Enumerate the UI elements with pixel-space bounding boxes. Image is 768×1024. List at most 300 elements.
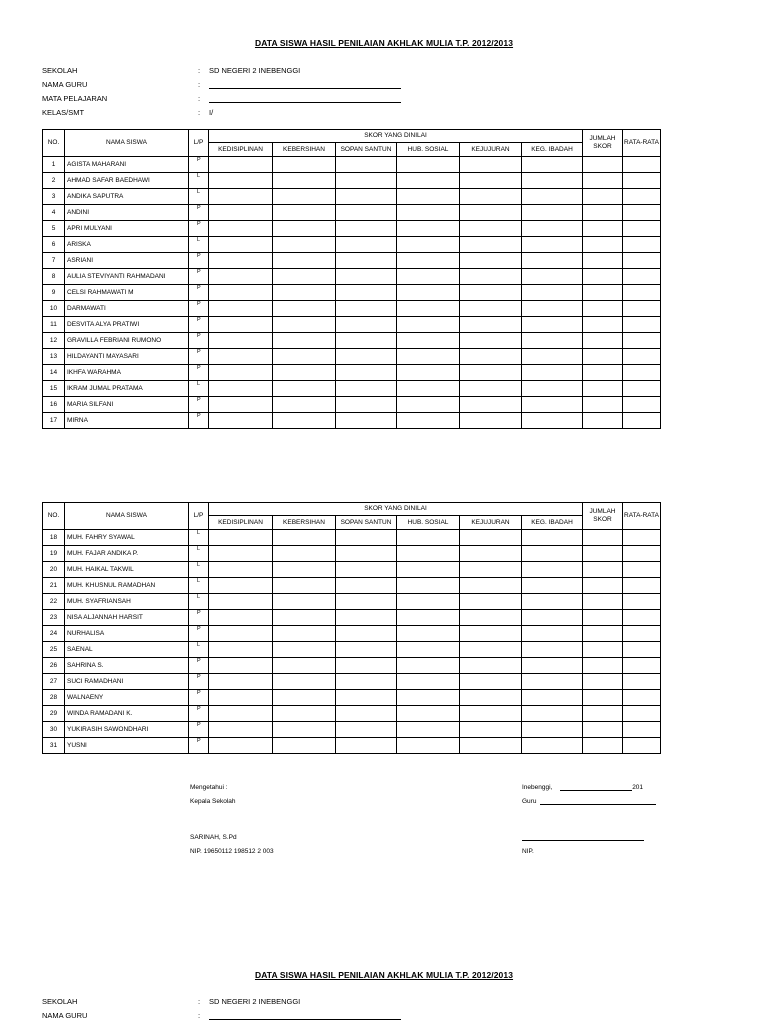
student-name: CELSI RAHMAWATI M [65, 285, 189, 301]
score-cell [209, 530, 273, 546]
score-cell [522, 546, 583, 562]
score-cell [522, 658, 583, 674]
info-row-sekolah [42, 64, 442, 78]
score-cell [273, 333, 336, 349]
score-cell [460, 253, 522, 269]
score-cell [623, 173, 661, 189]
student-number: 31 [43, 738, 65, 754]
student-gender: L [189, 381, 209, 397]
student-name: NURHALISA [65, 626, 189, 642]
guru-name-blank-line [522, 840, 644, 841]
score-cell [397, 269, 460, 285]
score-cell [273, 317, 336, 333]
score-cell [273, 562, 336, 578]
score-cell [460, 626, 522, 642]
mata-pelajaran-blank-line [209, 102, 401, 103]
student-gender: L [189, 546, 209, 562]
student-gender: P [189, 349, 209, 365]
score-cell [336, 658, 397, 674]
student-row [43, 317, 661, 333]
header-nama-siswa: NAMA SISWA [65, 130, 189, 157]
student-row [43, 594, 661, 610]
student-number: 30 [43, 722, 65, 738]
score-cell [583, 381, 623, 397]
student-row [43, 269, 661, 285]
student-number: 25 [43, 642, 65, 658]
info-row-sekolah [42, 995, 442, 1009]
score-cell [397, 365, 460, 381]
score-cell [336, 301, 397, 317]
sekolah-label: SEKOLAH [42, 66, 78, 75]
score-cell [209, 189, 273, 205]
student-gender: P [189, 317, 209, 333]
score-cell [336, 269, 397, 285]
sekolah-value: SD NEGERI 2 INEBENGGI [209, 997, 301, 1006]
student-gender: P [189, 157, 209, 173]
student-number: 18 [43, 530, 65, 546]
student-gender: P [189, 285, 209, 301]
header-hub-sosial: HUB. SOSIAL [397, 516, 460, 530]
score-cell [583, 221, 623, 237]
score-cell [209, 546, 273, 562]
score-cell [623, 205, 661, 221]
score-cell [209, 413, 273, 429]
guru-blank-line [540, 804, 656, 805]
score-cell [397, 173, 460, 189]
score-cell [522, 397, 583, 413]
score-cell [522, 690, 583, 706]
score-cell [273, 610, 336, 626]
score-cell [209, 562, 273, 578]
score-cell [522, 333, 583, 349]
student-gender: L [189, 642, 209, 658]
student-row [43, 610, 661, 626]
student-number: 10 [43, 301, 65, 317]
header-kedisiplinan: KEDISIPLINAN [209, 516, 273, 530]
header-skor-yang-dinilai: SKOR YANG DINILAI [209, 130, 583, 143]
score-cell [273, 594, 336, 610]
student-number: 19 [43, 546, 65, 562]
student-name: HILDAYANTI MAYASARI [65, 349, 189, 365]
student-name: WALNAENY [65, 690, 189, 706]
score-table-part-2 [42, 502, 661, 754]
info-row-nama-guru [42, 78, 442, 92]
info-row-mata-pelajaran [42, 92, 442, 106]
score-cell [623, 578, 661, 594]
student-name: MUH. KHUSNUL RAMADHAN [65, 578, 189, 594]
score-cell [623, 594, 661, 610]
score-cell [460, 546, 522, 562]
score-cell [522, 381, 583, 397]
student-gender: P [189, 626, 209, 642]
student-gender: P [189, 365, 209, 381]
score-cell [522, 221, 583, 237]
score-cell [397, 658, 460, 674]
score-cell [460, 413, 522, 429]
score-cell [209, 157, 273, 173]
score-cell [397, 349, 460, 365]
score-cell [209, 237, 273, 253]
score-cell [209, 285, 273, 301]
nama-guru-label: NAMA GURU [42, 1011, 88, 1020]
score-cell [623, 333, 661, 349]
student-row [43, 173, 661, 189]
score-cell [336, 562, 397, 578]
score-cell [623, 157, 661, 173]
score-cell [397, 610, 460, 626]
score-cell [522, 413, 583, 429]
score-cell [623, 706, 661, 722]
score-cell [623, 690, 661, 706]
header-rata-rata: RATA-RATA [623, 503, 661, 530]
colon: : [198, 66, 201, 75]
score-cell [336, 205, 397, 221]
header-kedisiplinan: KEDISIPLINAN [209, 143, 273, 157]
colon: : [198, 1011, 201, 1020]
header-kebersihan: KEBERSIHAN [273, 143, 336, 157]
score-cell [623, 285, 661, 301]
score-cell [583, 594, 623, 610]
student-name: SUCI RAMADHANI [65, 674, 189, 690]
score-cell [583, 237, 623, 253]
student-row [43, 706, 661, 722]
score-cell [623, 674, 661, 690]
document-title: DATA SISWA HASIL PENILAIAN AKHLAK MULIA T.P. 2012/2013 [254, 38, 514, 48]
student-number: 1 [43, 157, 65, 173]
score-cell [623, 397, 661, 413]
score-cell [460, 285, 522, 301]
student-row [43, 285, 661, 301]
info-row-kelas [42, 106, 442, 120]
guru-line [522, 798, 656, 805]
student-gender: P [189, 610, 209, 626]
score-cell [623, 365, 661, 381]
score-cell [583, 285, 623, 301]
score-cell [209, 658, 273, 674]
score-cell [460, 221, 522, 237]
score-cell [336, 221, 397, 237]
score-cell [209, 333, 273, 349]
header-lp: L/P [189, 503, 209, 530]
student-number: 7 [43, 253, 65, 269]
score-cell [522, 157, 583, 173]
student-number: 6 [43, 237, 65, 253]
student-name: SAENAL [65, 642, 189, 658]
student-gender: P [189, 658, 209, 674]
student-name: ANDIKA SAPUTRA [65, 189, 189, 205]
score-cell [209, 253, 273, 269]
student-number: 29 [43, 706, 65, 722]
score-cell [522, 173, 583, 189]
score-cell [460, 381, 522, 397]
score-cell [397, 530, 460, 546]
score-cell [397, 562, 460, 578]
score-cell [397, 301, 460, 317]
score-cell [623, 349, 661, 365]
score-cell [336, 397, 397, 413]
student-gender: P [189, 674, 209, 690]
score-cell [273, 253, 336, 269]
score-cell [522, 285, 583, 301]
score-cell [522, 269, 583, 285]
score-cell [460, 674, 522, 690]
student-row [43, 626, 661, 642]
student-number: 20 [43, 562, 65, 578]
student-row [43, 562, 661, 578]
student-number: 3 [43, 189, 65, 205]
score-cell [522, 205, 583, 221]
student-gender: P [189, 221, 209, 237]
score-cell [336, 738, 397, 754]
student-name: ASRIANI [65, 253, 189, 269]
score-cell [336, 189, 397, 205]
student-name: NISA ALJANNAH HARSIT [65, 610, 189, 626]
score-cell [273, 706, 336, 722]
student-row [43, 157, 661, 173]
student-name: AGISTA MAHARANI [65, 157, 189, 173]
score-cell [460, 269, 522, 285]
score-cell [623, 530, 661, 546]
score-cell [460, 317, 522, 333]
score-cell [209, 269, 273, 285]
score-cell [623, 610, 661, 626]
score-cell [583, 189, 623, 205]
score-cell [522, 626, 583, 642]
header-no: NO. [43, 503, 65, 530]
header-kejujuran: KEJUJURAN [460, 143, 522, 157]
student-row [43, 349, 661, 365]
student-row [43, 397, 661, 413]
score-cell [397, 546, 460, 562]
school-info-page-2 [42, 995, 442, 1023]
student-name: MIRNA [65, 413, 189, 429]
score-cell [209, 610, 273, 626]
header-skor-yang-dinilai: SKOR YANG DINILAI [209, 503, 583, 516]
score-cell [397, 317, 460, 333]
score-cell [583, 562, 623, 578]
score-cell [336, 706, 397, 722]
score-cell [336, 317, 397, 333]
score-cell [336, 173, 397, 189]
score-cell [583, 349, 623, 365]
score-cell [460, 349, 522, 365]
nama-guru-blank-line [209, 88, 401, 89]
score-cell [209, 221, 273, 237]
student-name: YUKIRASIH SAWONDHARI [65, 722, 189, 738]
student-name: DESVITA ALYA PRATIWI [65, 317, 189, 333]
score-cell [273, 530, 336, 546]
place-label: Inebenggi, [522, 784, 553, 791]
colon: : [198, 80, 201, 89]
score-cell [273, 381, 336, 397]
score-cell [336, 674, 397, 690]
score-cell [336, 365, 397, 381]
score-cell [397, 706, 460, 722]
score-cell [522, 349, 583, 365]
student-row [43, 381, 661, 397]
student-row [43, 301, 661, 317]
kelas-label: KELAS/SMT [42, 108, 85, 117]
score-cell [273, 349, 336, 365]
student-number: 23 [43, 610, 65, 626]
score-cell [397, 690, 460, 706]
score-cell [273, 285, 336, 301]
score-cell [273, 221, 336, 237]
score-cell [273, 690, 336, 706]
document-title-page-2: DATA SISWA HASIL PENILAIAN AKHLAK MULIA T.P. 2012/2013 [254, 970, 514, 980]
mata-pelajaran-label: MATA PELAJARAN [42, 94, 108, 103]
score-cell [209, 365, 273, 381]
student-gender: L [189, 237, 209, 253]
student-name: GRAVILLA FEBRIANI RUMONO [65, 333, 189, 349]
score-cell [273, 738, 336, 754]
score-cell [623, 317, 661, 333]
student-name: ANDINI [65, 205, 189, 221]
score-cell [623, 301, 661, 317]
score-cell [522, 674, 583, 690]
student-number: 2 [43, 173, 65, 189]
score-cell [522, 562, 583, 578]
score-cell [460, 237, 522, 253]
student-name: AULIA STEVIYANTI RAHMADANI [65, 269, 189, 285]
student-name: IKRAM JUMAL PRATAMA [65, 381, 189, 397]
student-name: WINDA RAMADANI K. [65, 706, 189, 722]
student-row [43, 221, 661, 237]
place-date-line [522, 784, 643, 791]
score-cell [460, 690, 522, 706]
score-cell [460, 333, 522, 349]
student-name: AHMAD SAFAR BAEDHAWI [65, 173, 189, 189]
student-row [43, 690, 661, 706]
student-name: DARMAWATI [65, 301, 189, 317]
colon: : [198, 108, 201, 117]
score-cell [460, 530, 522, 546]
score-cell [209, 397, 273, 413]
score-cell [397, 381, 460, 397]
score-cell [522, 253, 583, 269]
student-number: 27 [43, 674, 65, 690]
score-cell [623, 738, 661, 754]
score-cell [583, 317, 623, 333]
score-cell [583, 642, 623, 658]
score-cell [397, 397, 460, 413]
score-cell [583, 301, 623, 317]
student-name: MUH. SYAFRIANSAH [65, 594, 189, 610]
student-row [43, 722, 661, 738]
score-cell [336, 722, 397, 738]
score-cell [209, 301, 273, 317]
score-cell [522, 738, 583, 754]
student-gender: P [189, 253, 209, 269]
student-row [43, 333, 661, 349]
student-gender: L [189, 594, 209, 610]
score-cell [583, 674, 623, 690]
score-cell [460, 562, 522, 578]
score-cell [273, 157, 336, 173]
score-cell [522, 706, 583, 722]
header-kejujuran: KEJUJURAN [460, 516, 522, 530]
student-number: 17 [43, 413, 65, 429]
colon: : [198, 997, 201, 1006]
student-number: 12 [43, 333, 65, 349]
student-row [43, 546, 661, 562]
score-cell [209, 642, 273, 658]
guru-label: Guru [522, 798, 537, 805]
score-cell [397, 333, 460, 349]
student-name: MUH. HAIKAL TAKWIL [65, 562, 189, 578]
student-name: MARIA SILFANI [65, 397, 189, 413]
score-cell [583, 173, 623, 189]
score-cell [522, 237, 583, 253]
student-number: 15 [43, 381, 65, 397]
score-cell [460, 610, 522, 626]
score-cell [397, 237, 460, 253]
score-cell [273, 189, 336, 205]
score-cell [583, 546, 623, 562]
header-lp: L/P [189, 130, 209, 157]
school-info [42, 64, 442, 120]
score-cell [583, 722, 623, 738]
score-cell [397, 253, 460, 269]
score-cell [583, 626, 623, 642]
score-cell [460, 189, 522, 205]
student-number: 24 [43, 626, 65, 642]
score-cell [397, 674, 460, 690]
header-jumlah-skor: JUMLAH SKOR [583, 130, 623, 157]
score-cell [623, 722, 661, 738]
score-cell [336, 381, 397, 397]
score-cell [623, 381, 661, 397]
sekolah-value: SD NEGERI 2 INEBENGGI [209, 66, 301, 75]
score-cell [460, 706, 522, 722]
score-cell [623, 253, 661, 269]
date-blank-line [560, 790, 632, 791]
student-name: SAHRINA S. [65, 658, 189, 674]
kelas-value: I/ [209, 108, 214, 117]
student-gender: P [189, 722, 209, 738]
student-number: 13 [43, 349, 65, 365]
student-name: IKHFA WARAHMA [65, 365, 189, 381]
header-hub-sosial: HUB. SOSIAL [397, 143, 460, 157]
student-number: 9 [43, 285, 65, 301]
score-cell [460, 157, 522, 173]
score-cell [583, 205, 623, 221]
score-cell [583, 269, 623, 285]
nama-guru-blank-line [209, 1019, 401, 1020]
score-cell [522, 301, 583, 317]
score-cell [336, 333, 397, 349]
score-cell [522, 610, 583, 626]
student-number: 8 [43, 269, 65, 285]
student-number: 14 [43, 365, 65, 381]
score-cell [583, 253, 623, 269]
score-cell [583, 706, 623, 722]
score-cell [460, 738, 522, 754]
score-cell [583, 157, 623, 173]
kepala-sekolah-name: SARINAH, S.Pd [190, 834, 237, 841]
score-cell [623, 658, 661, 674]
student-row [43, 530, 661, 546]
score-cell [209, 674, 273, 690]
student-gender: P [189, 706, 209, 722]
student-number: 28 [43, 690, 65, 706]
score-cell [273, 205, 336, 221]
score-cell [583, 738, 623, 754]
kepala-sekolah-label: Kepala Sekolah [190, 798, 236, 805]
score-cell [623, 626, 661, 642]
student-row [43, 642, 661, 658]
student-number: 5 [43, 221, 65, 237]
